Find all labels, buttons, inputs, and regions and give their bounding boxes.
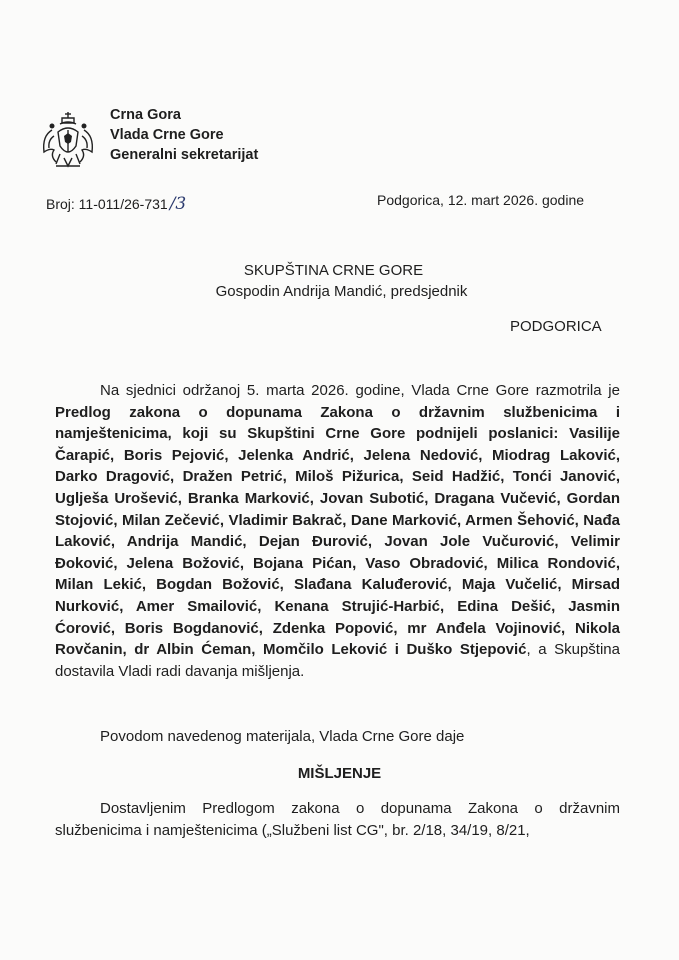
document-date: Podgorica, 12. mart 2026. godine: [377, 192, 585, 208]
org-government: Vlada Crne Gore: [110, 127, 224, 143]
recipient-city: PODGORICA: [510, 318, 602, 335]
paragraph-1-proposal: Predlog zakona o dopunama Zakona o državnim službenicima i namještenicima, koji su Skupštini Crne Gore podnijeli poslanici: Vasilije Čarapić, Boris Pejović, Jelenka Andrić, Jelena Nedović, Miodrag Laković, Darko Dragović, Dražen Petrić, Miloš Pižurica, Seid Hadžić, Tonći Janović, Uglješa Urošević, Branka Marković, Jovan Subotić, Dragana Vučević, Gordan Stojović, Milan Zečević, Vladimir Bakrač, Dane Marković, Armen Šehović, Nađa Laković, Andrija Mandić, Dejan Đurović, Jovan Jole Vučurović, Velimir Đoković, Jelena Božović, Bojana Pićan, Vaso Obradović, Milica Rondović, Milan Lekić, Bogdan Božović, Slađana Kaluđerović, Maja Vučelić, Mirsad Nurković, Amer Smailović, Kenana Strujić-Harbić, Edina Dešić, Jasmin Ćorović, Boris Bogdanović, Zdenka Popović, mr Anđela Vojinović, Nikola Rovčanin, dr Albin Ćeman, Momčilo Leković i Duško Stjepović: [55, 403, 620, 659]
body-paragraph-2: Povodom navedenog materijala, Vlada Crne Gore daje: [100, 728, 465, 745]
handwritten-suffix: /3: [169, 194, 187, 214]
reference-number: [46, 194, 186, 214]
recipient-institution: SKUPŠTINA CRNE GORE: [243, 262, 424, 279]
paragraph-1-ending: , a Skupština dostavila Vladi radi davanja mišljenja.: [55, 641, 620, 680]
org-country: Crna Gora: [110, 107, 181, 123]
coat-of-arms-icon: [38, 110, 98, 174]
section-heading: MIŠLJENJE: [297, 765, 382, 782]
issuer-block: [110, 105, 258, 165]
reference-number-text: Broj: 11-011/26-731: [46, 196, 168, 212]
body-paragraph-3: [55, 798, 620, 841]
paragraph-3-text: Dostavljenim Predlogom zakona o dopunama Zakona o državnim službenicima i namještenicima („Službeni list CG", br. 2/18, 34/19, 8/21,: [55, 800, 620, 839]
recipient-person: Gospodin Andrija Mandić, predsjednik: [215, 283, 468, 300]
body-paragraph-1: [55, 380, 620, 682]
paragraph-1-intro: Na sjednici održanoj 5. marta 2026. godine, Vlada Crne Gore razmotrila je: [100, 382, 620, 399]
org-secretariat: Generalni sekretarijat: [110, 147, 259, 163]
